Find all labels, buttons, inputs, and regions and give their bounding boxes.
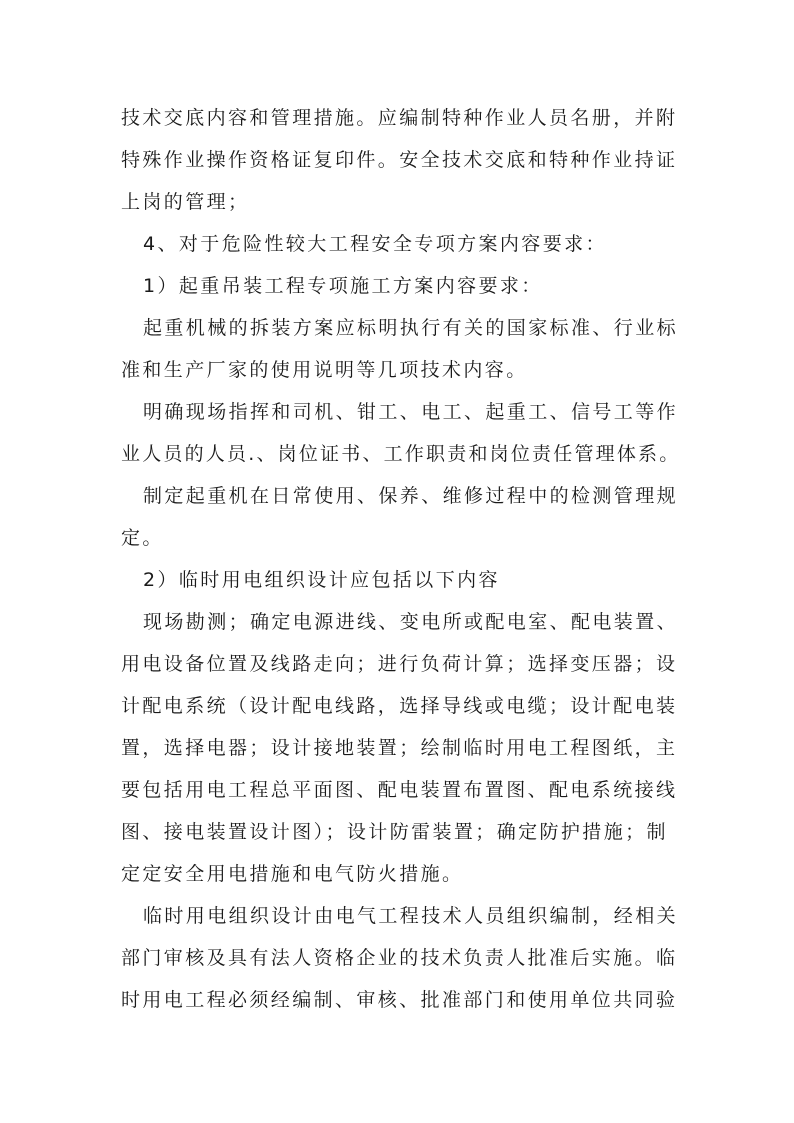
- section-heading: 4、对于危险性较大工程安全专项方案内容要求：: [143, 233, 607, 255]
- text-line: 上岗的管理；: [121, 191, 250, 213]
- text-line: 特殊作业操作资格证复印件。安全技术交底和特种作业持证: [121, 149, 678, 171]
- text-line: 现场勘测；确定电源进线、变电所或配电室、配电装置、: [143, 611, 679, 633]
- text-line: 制定起重机在日常使用、保养、维修过程中的检测管理规: [143, 485, 679, 507]
- text-line: 定定安全用电措施和电气防火措施。: [121, 863, 464, 885]
- text-line: 要包括用电工程总平面图、配电装置布置图、配电系统接线: [121, 779, 678, 801]
- text-line: 时用电工程必须经编制、审核、批准部门和使用单位共同验: [121, 989, 678, 1011]
- text-line: 临时用电组织设计由电气工程技术人员组织编制，经相关: [143, 905, 679, 927]
- text-line: 技术交底内容和管理措施。应编制特种作业人员名册，并附: [121, 107, 678, 129]
- text-line: 部门审核及具有法人资格企业的技术负责人批准后实施。临: [121, 947, 678, 969]
- subsection-heading: 2）临时用电组织设计应包括以下内容: [143, 569, 500, 591]
- text-line: 用电设备位置及线路走向；进行负荷计算；选择变压器；设: [121, 653, 678, 675]
- text-line: 图、接电装置设计图）；设计防雷装置；确定防护措施；制: [121, 821, 668, 843]
- text-line: 置，选择电器；设计接地装置；绘制临时用电工程图纸，主: [121, 737, 678, 759]
- text-line: 计配电系统（设计配电线路，选择导线或电缆；设计配电装: [121, 695, 678, 717]
- text-line: 明确现场指挥和司机、钳工、电工、起重工、信号工等作: [143, 401, 679, 423]
- text-line: 业人员的人员.、岗位证书、工作职责和岗位责任管理体系。: [121, 443, 681, 465]
- text-line: 定。: [121, 527, 164, 549]
- text-line: 准和生产厂家的使用说明等几项技术内容。: [121, 359, 528, 381]
- subsection-heading: 1）起重吊装工程专项施工方案内容要求：: [143, 275, 543, 297]
- text-line: 起重机械的拆装方案应标明执行有关的国家标准、行业标: [143, 317, 679, 339]
